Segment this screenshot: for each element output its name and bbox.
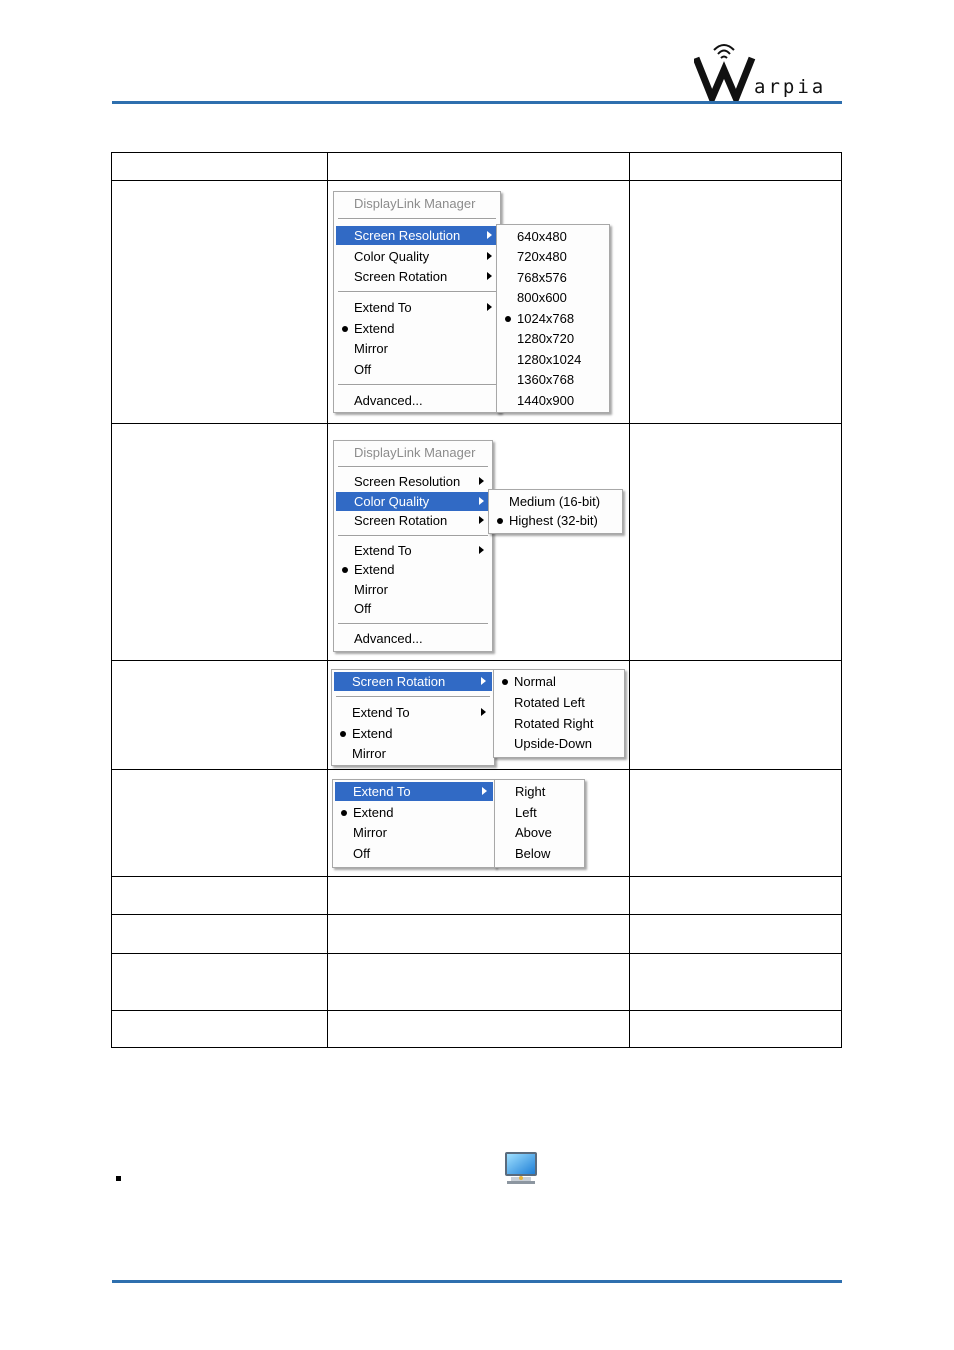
submenu-arrow-icon bbox=[487, 231, 492, 239]
submenu-rotation bbox=[493, 669, 625, 758]
menu-separator bbox=[338, 535, 488, 537]
menu-item-extend-to[interactable]: Extend To bbox=[334, 703, 492, 722]
menu-item-screen-rotation[interactable]: Screen Rotation bbox=[336, 267, 498, 286]
menu-item-mirror[interactable]: Mirror bbox=[354, 582, 388, 597]
menu-item-left[interactable]: Left bbox=[515, 805, 537, 820]
menu-separator bbox=[338, 291, 496, 293]
menu-item-screen-rotation[interactable]: Screen Rotation bbox=[336, 511, 490, 530]
table-row-divider bbox=[111, 660, 842, 661]
context-menu-resolution bbox=[333, 191, 501, 413]
radio-dot-icon bbox=[505, 316, 511, 322]
menu-item-1280x1024[interactable]: 1280x1024 bbox=[517, 352, 582, 367]
menu-item-color-quality[interactable]: Color Quality bbox=[336, 492, 490, 511]
context-menu-quality bbox=[333, 440, 493, 652]
menu-item-1024x768[interactable]: 1024x768 bbox=[499, 309, 607, 328]
menu-separator bbox=[338, 466, 488, 468]
table-row-divider bbox=[111, 1010, 842, 1011]
menu-item-rotated-right[interactable]: Rotated Right bbox=[514, 716, 594, 731]
menu-item-768x576[interactable]: 768x576 bbox=[517, 270, 567, 285]
submenu-arrow-icon bbox=[479, 497, 484, 505]
menu-item-rotated-left[interactable]: Rotated Left bbox=[514, 695, 585, 710]
submenu-arrow-icon bbox=[487, 303, 492, 311]
table-row-divider bbox=[111, 180, 842, 181]
submenu-extend-to bbox=[494, 779, 585, 868]
submenu-arrow-icon bbox=[481, 677, 486, 685]
radio-dot-icon bbox=[497, 518, 503, 524]
menu-separator bbox=[338, 384, 496, 386]
menu-title: DisplayLink Manager bbox=[354, 196, 476, 211]
table-row-divider bbox=[111, 876, 842, 877]
radio-dot-icon bbox=[342, 326, 348, 332]
menu-item-extend[interactable]: Extend bbox=[334, 724, 492, 743]
menu-separator bbox=[336, 696, 490, 698]
menu-item-above[interactable]: Above bbox=[515, 825, 552, 840]
menu-item-mirror[interactable]: Mirror bbox=[354, 341, 388, 356]
header-rule bbox=[112, 101, 842, 104]
menu-item-upside-down[interactable]: Upside-Down bbox=[514, 736, 593, 751]
radio-dot-icon bbox=[340, 731, 346, 737]
menu-item-screen-resolution[interactable]: Screen Resolution bbox=[336, 472, 490, 491]
context-menu-extend bbox=[332, 779, 496, 868]
menu-separator bbox=[338, 623, 488, 625]
menu-item-640x480[interactable]: 640x480 bbox=[517, 229, 567, 244]
menu-item-medium-16bit[interactable]: Medium (16-bit) bbox=[509, 494, 601, 509]
submenu-color-quality bbox=[488, 489, 623, 534]
menu-item-extend[interactable]: Extend bbox=[336, 319, 498, 338]
menu-item-off[interactable]: Off bbox=[354, 601, 372, 616]
menu-item-extend[interactable]: Extend bbox=[335, 803, 493, 822]
submenu-arrow-icon bbox=[482, 787, 487, 795]
menu-item-off[interactable]: Off bbox=[353, 846, 371, 861]
menu-separator bbox=[338, 218, 496, 220]
menu-item-720x480[interactable]: 720x480 bbox=[517, 249, 567, 264]
list-bullet bbox=[116, 1176, 121, 1181]
menu-item-right[interactable]: Right bbox=[515, 784, 546, 799]
menu-item-1360x768[interactable]: 1360x768 bbox=[517, 372, 575, 387]
menu-item-screen-rotation[interactable]: Screen Rotation bbox=[334, 672, 492, 691]
submenu-arrow-icon bbox=[481, 708, 486, 716]
displaylink-monitor-icon bbox=[503, 1150, 539, 1186]
submenu-arrow-icon bbox=[487, 272, 492, 280]
menu-item-extend-to[interactable]: Extend To bbox=[336, 298, 498, 317]
menu-item-color-quality[interactable]: Color Quality bbox=[336, 247, 498, 266]
menu-item-normal[interactable]: Normal bbox=[496, 672, 622, 691]
menu-item-1280x720[interactable]: 1280x720 bbox=[517, 331, 575, 346]
menu-title: DisplayLink Manager bbox=[354, 445, 476, 460]
radio-dot-icon bbox=[502, 679, 508, 685]
menu-item-below[interactable]: Below bbox=[515, 846, 551, 861]
table-row-divider bbox=[111, 953, 842, 954]
radio-dot-icon bbox=[342, 567, 348, 573]
menu-item-highest-32bit[interactable]: Highest (32-bit) bbox=[491, 511, 620, 530]
menu-item-1440x900[interactable]: 1440x900 bbox=[517, 393, 575, 408]
submenu-arrow-icon bbox=[479, 516, 484, 524]
menu-item-advanced[interactable]: Advanced... bbox=[354, 631, 423, 646]
menu-item-screen-resolution[interactable]: Screen Resolution bbox=[336, 226, 498, 245]
radio-dot-icon bbox=[341, 810, 347, 816]
logo-wordmark: arpia bbox=[754, 76, 827, 98]
menu-item-mirror[interactable]: Mirror bbox=[352, 746, 386, 761]
submenu-arrow-icon bbox=[479, 546, 484, 554]
submenu-arrow-icon bbox=[479, 477, 484, 485]
menu-item-off[interactable]: Off bbox=[354, 362, 372, 377]
table-row-divider bbox=[111, 769, 842, 770]
submenu-resolution bbox=[496, 224, 610, 413]
menu-item-extend[interactable]: Extend bbox=[336, 560, 490, 579]
menu-item-extend-to[interactable]: Extend To bbox=[335, 782, 493, 801]
table-row-divider bbox=[111, 423, 842, 424]
menu-item-extend-to[interactable]: Extend To bbox=[336, 541, 490, 560]
menu-item-advanced[interactable]: Advanced... bbox=[354, 393, 423, 408]
submenu-arrow-icon bbox=[487, 252, 492, 260]
context-menu-rotation bbox=[331, 669, 495, 766]
table-row-divider bbox=[111, 914, 842, 915]
menu-item-mirror[interactable]: Mirror bbox=[353, 825, 387, 840]
footer-rule bbox=[112, 1280, 842, 1283]
menu-item-800x600[interactable]: 800x600 bbox=[517, 290, 567, 305]
